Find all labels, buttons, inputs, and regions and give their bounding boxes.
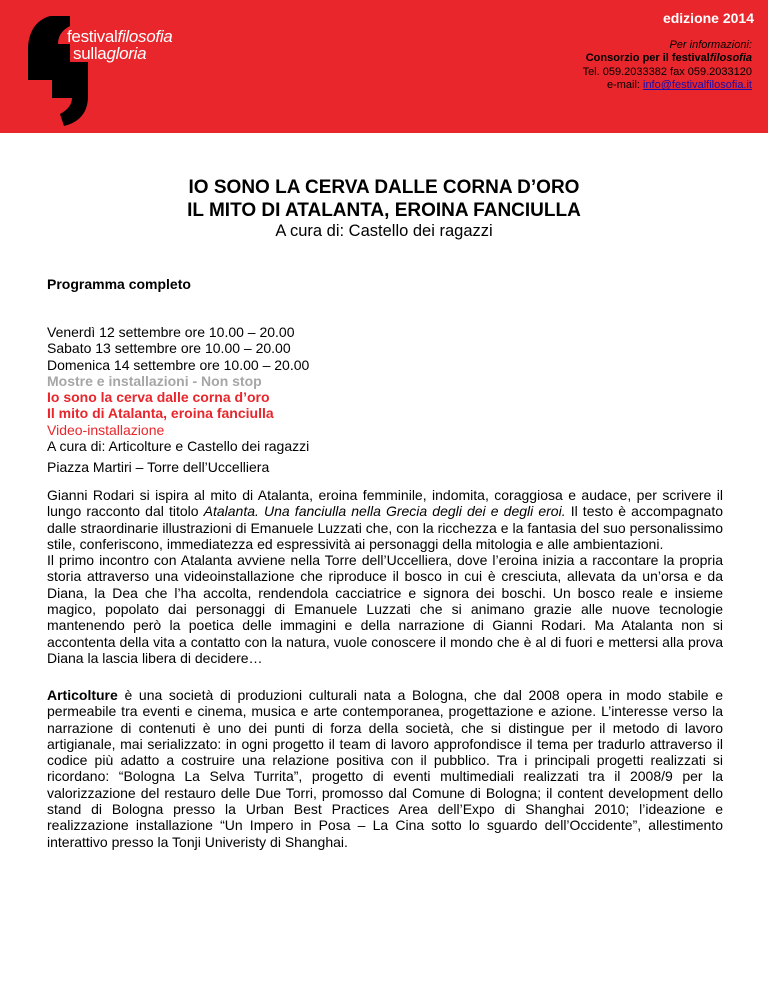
paragraph-3 [47,687,723,850]
org-prefix: Consorzio per il festival [585,52,710,65]
brand-emphasis: filosofia [117,27,173,46]
book-title: Atalanta. Una fanciulla nella Grecia degli dei e degli eroi. [203,503,566,520]
edition-label: edizione 2014 [662,10,754,26]
org-emphasis: filosofia [709,52,752,65]
event-title-1: Io sono la cerva dalle corna d’oro [47,389,270,406]
date-line: Sabato 13 settembre ore 10.00 – 20.00 [47,340,291,357]
about-articolture [47,687,723,850]
paragraph-1-text: Gianni Rodari si ispira al mito di Atalanta, eroina femminile, indomita, coraggiosa e audace, per scrivere il lungo racconto dal titolo [47,487,723,520]
company-name: Articolture [47,687,118,703]
paragraph-1-text-end: Il testo è accompagnato dalle straordinarie illustrazioni di Emanuele Luzzati che, con la ricchezza e la fantasia del suo personalissimo stile, conferiscono, immediatezza ed espressività ai personaggi della mitologia e alle ambientazioni. [47,503,723,552]
title-curator: A cura di: Castello dei ragazzi [275,222,493,240]
date-line: Venerdì 12 settembre ore 10.00 – 20.00 [47,324,295,340]
email-label: e-mail: [606,79,643,92]
event-place: Piazza Martiri – Torre dell’Uccelliera [47,459,270,475]
event-category: Mostre e installazioni - Non stop [47,372,262,389]
org-name [583,52,752,65]
event-type: Video-installazione [47,421,165,438]
brand-line2-prefix: sulla [73,44,107,63]
program-schedule [47,324,309,454]
paragraph-3-text: è una società di produzioni culturali nata a Bologna, che dal 2008 opera in modo stabile e permeabile tra eventi e cinema, musica e arte contemporanea, progettazione e azione. L’interesse verso la narrazione di contenuti è uno dei punti di forza della società, che si distingue per il metodo di lavoro artigianale, mai serializzato: in ogni progetto il team di lavoro approfondisce il tema per tradurlo attraverso il codice più adatto a costruire una relazione positiva con il pubblico. Tra i principali progetti realizzati si ricordano: “Bologna La Selva Turrita”, progetto di eventi multimediali realizzati tra il 2008/9 per la valorizzazione del restauro delle Due Torri, promosso dal Comune di Bologna; il content development dello stand di Bologna presso la Urban Best Practices Area dell’Expo di Shanghai 2010; l’ideazione e realizzazione installazione “Un Impero in Posa – La Cina sotto lo sguardo dell’Occidente”, allestimento interattivo presso la Tonji Univeristy di Shanghai. [47,687,723,850]
title-line-2: IL MITO DI ATALANTA, EROINA FANCIULLA [187,200,581,221]
brand-line2-emphasis: gloria [106,44,147,63]
brand-prefix: festival [67,27,118,46]
event-curator: A cura di: Articolture e Castello dei ragazzi [47,438,310,455]
paragraph-1 [47,487,723,552]
description-block [47,487,723,666]
contact-info [583,39,752,93]
paragraph-2: Il primo incontro con Atalanta avviene nella Torre dell’Uccelliera, dove l’eroina inizia a raccontare la propria storia attraverso una videoinstallazione che riproduce il bosco in cui è cresciuta, allevata da un’orsa e da Diana, la Dea che l’ha accolta, rendendola cacciatrice e signora dei boschi. Un bosco reale e insieme magico, popolato dai personaggi di Emanuele Luzzati che si animano grazie alle nuove tecnologie mantenendo però la poetica delle immagini e della narrazione di Gianni Rodari. Ma Atalanta non si accontenta della vita a contatto con la natura, vuole conoscere il mondo che è al di fuori e mettersi alla prova Diana la lascia libera di decidere… [47,552,723,666]
brand-wordmark [67,28,172,62]
page-title [0,176,768,222]
email-link[interactable]: info@festivalfilosofia.it [643,79,752,92]
program-heading: Programma completo [47,276,191,292]
email-line [583,79,752,92]
title-line-1: IO SONO LA CERVA DALLE CORNA D’ORO [188,177,580,198]
header-banner [0,0,768,133]
info-label: Per informazioni: [669,39,752,51]
phone-fax: Tel. 059.2033382 fax 059.2033120 [582,65,752,78]
event-title-2: Il mito di Atalanta, eroina fanciulla [47,405,274,422]
date-line: Domenica 14 settembre ore 10.00 – 20.00 [47,356,310,373]
